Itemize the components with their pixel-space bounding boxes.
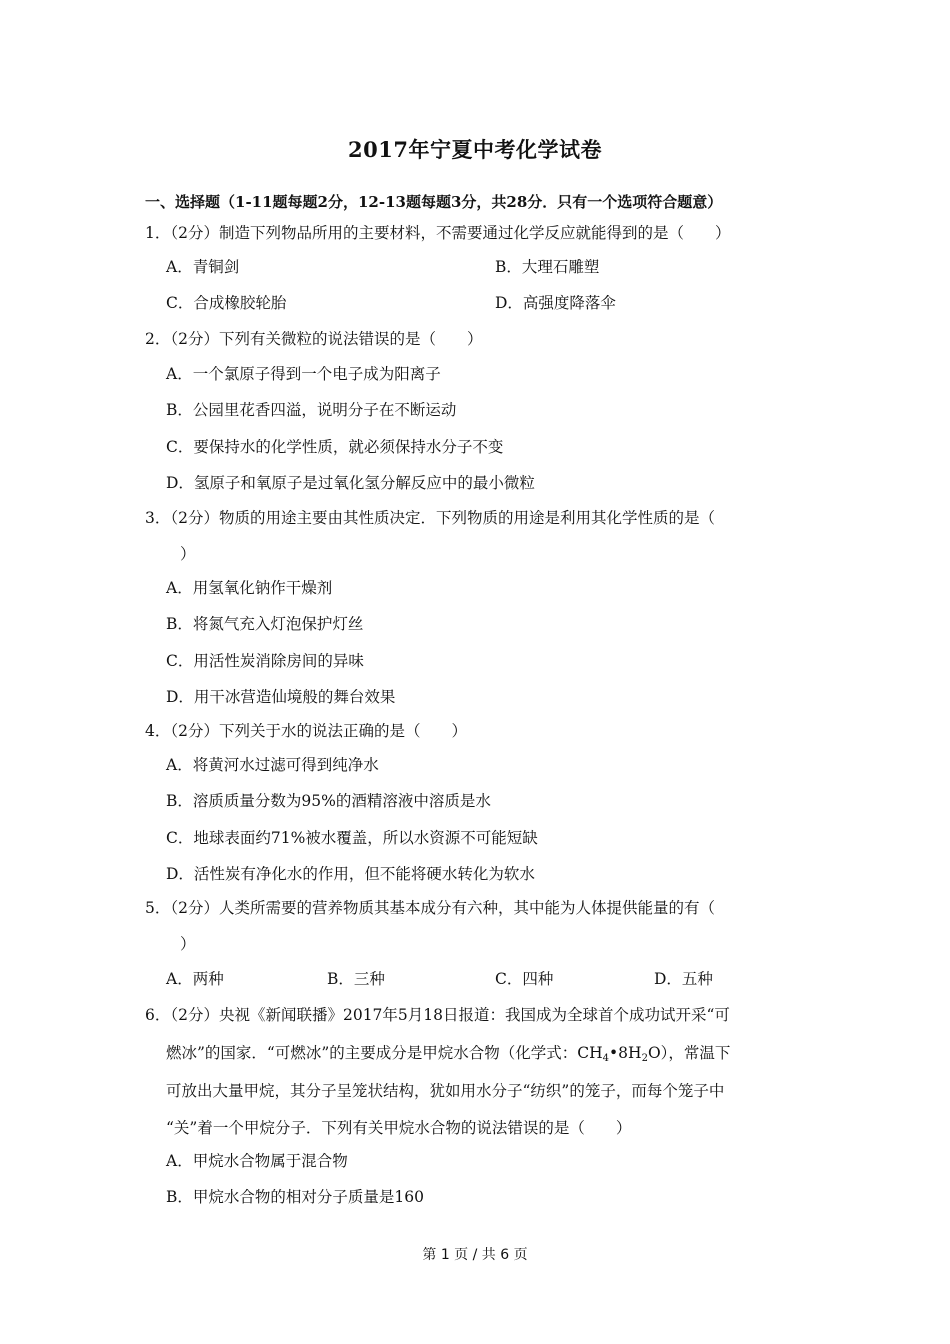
question-5-option-c: C．四种 bbox=[495, 970, 554, 988]
question-5-stem-cont: ） bbox=[180, 935, 196, 953]
question-2-option-a: A．一个氯原子得到一个电子成为阳离子 bbox=[166, 365, 441, 383]
question-2-option-d: D．氢原子和氧原子是过氧化氢分解反应中的最小微粒 bbox=[166, 474, 535, 492]
question-3-stem-cont: ） bbox=[180, 545, 196, 563]
question-2-option-c: C．要保持水的化学性质，就必须保持水分子不变 bbox=[166, 438, 504, 456]
question-2-stem: 2．（2分）下列有关微粒的说法错误的是（ ） bbox=[145, 330, 483, 348]
page-title: 2017年宁夏中考化学试卷 bbox=[348, 137, 602, 162]
question-5-stem: 5．（2分）人类所需要的营养物质其基本成分有六种，其中能为人体提供能量的有（ bbox=[145, 899, 715, 917]
question-4-option-d: D．活性炭有净化水的作用，但不能将硬水转化为软水 bbox=[166, 865, 535, 883]
formula-subscript-4: 4 bbox=[602, 1053, 610, 1064]
question-4-stem: 4．（2分）下列关于水的说法正确的是（ ） bbox=[145, 722, 467, 740]
question-6-stem-line2-text: 燃冰”的国家．“可燃冰”的主要成分是甲烷水合物（化学式：CH bbox=[166, 1044, 603, 1062]
question-1-stem: 1．（2分）制造下列物品所用的主要材料，不需要通过化学反应就能得到的是（ ） bbox=[145, 224, 731, 242]
question-6-stem-line2 bbox=[166, 1042, 730, 1070]
question-4-option-c: C．地球表面约71%被水覆盖，所以水资源不可能短缺 bbox=[166, 829, 538, 847]
formula-subscript-2: 2 bbox=[641, 1053, 648, 1064]
question-6-option-b: B．甲烷水合物的相对分子质量是160 bbox=[166, 1188, 424, 1206]
question-5-option-a: A．两种 bbox=[166, 970, 224, 988]
question-3-stem: 3．（2分）物质的用途主要由其性质决定．下列物质的用途是利用其化学性质的是（ bbox=[145, 509, 715, 527]
question-1-option-b: B．大理石雕塑 bbox=[495, 258, 600, 276]
question-6-stem-line4: “关”着一个甲烷分子．下列有关甲烷水合物的说法错误的是（ ） bbox=[166, 1119, 632, 1137]
question-2-option-b: B．公园里花香四溢，说明分子在不断运动 bbox=[166, 401, 457, 419]
question-5-option-b: B．三种 bbox=[327, 970, 385, 988]
formula-middle: •8H bbox=[609, 1044, 642, 1062]
question-5-option-d: D．五种 bbox=[654, 970, 713, 988]
question-4-option-a: A．将黄河水过滤可得到纯净水 bbox=[166, 756, 379, 774]
question-4-option-b: B．溶质质量分数为95%的酒精溶液中溶质是水 bbox=[166, 792, 491, 810]
question-6-option-a: A．甲烷水合物属于混合物 bbox=[166, 1152, 348, 1170]
question-3-option-b: B．将氮气充入灯泡保护灯丝 bbox=[166, 615, 364, 633]
page-footer: 第 1 页 / 共 6 页 bbox=[422, 1247, 528, 1263]
question-3-option-d: D．用干冰营造仙境般的舞台效果 bbox=[166, 688, 396, 706]
question-6-stem-line1: 6．（2分）央视《新闻联播》2017年5月18日报道：我国成为全球首个成功试开采“可 bbox=[145, 1006, 730, 1024]
question-6-stem-line3: 可放出大量甲烷，其分子呈笼状结构，犹如用水分子“纺织”的笼子，而每个笼子中 bbox=[166, 1082, 725, 1100]
section-heading: 一、选择题（1-11题每题2分，12-13题每题3分，共28分．只有一个选项符合题意） bbox=[145, 193, 723, 211]
question-1-option-a: A．青铜剑 bbox=[166, 258, 240, 276]
question-3-option-a: A．用氢氧化钠作干燥剂 bbox=[166, 579, 333, 597]
question-6-stem-line2-end: O），常温下 bbox=[647, 1044, 731, 1062]
question-1-option-c: C．合成橡胶轮胎 bbox=[166, 294, 287, 312]
question-1-option-d: D．高强度降落伞 bbox=[495, 294, 616, 312]
question-3-option-c: C．用活性炭消除房间的异味 bbox=[166, 652, 364, 670]
